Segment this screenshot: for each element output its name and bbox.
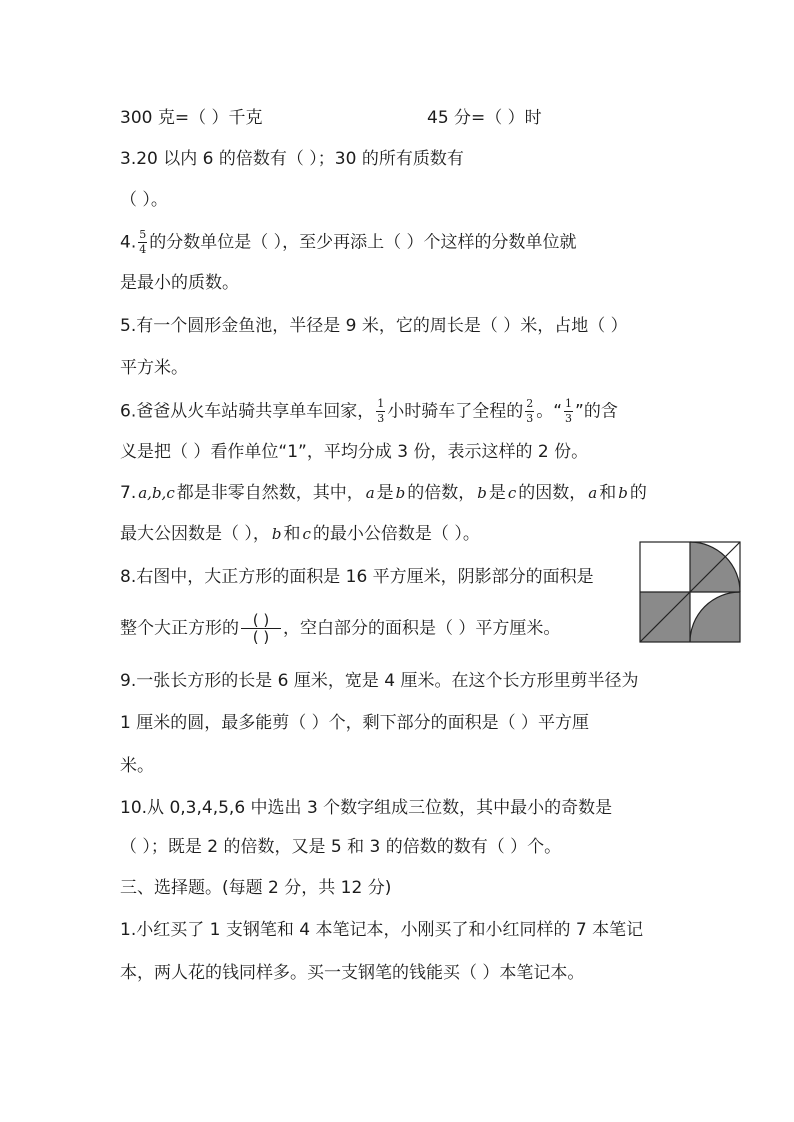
q5-line1: 5.有一个圆形金鱼池，半径是 9 米，它的周长是（ ）米，占地（ ） <box>120 316 628 336</box>
q3-line1: 3.20 以内 6 的倍数有（ ）；30 的所有质数有 <box>120 149 464 169</box>
q7-line2: 最大公因数是（ ）， b 和 c 的最小公倍数是（ ）。 <box>120 524 480 544</box>
square-figure <box>639 541 741 643</box>
q10-line2: （ ）；既是 2 的倍数，又是 5 和 3 的倍数的数有（ ）个。 <box>120 837 562 857</box>
q9-line2: 1 厘米的圆，最多能剪（ ）个，剩下部分的面积是（ ）平方厘 <box>120 713 590 733</box>
q-unit-conversion-grams: 300 克=（ ）千克 <box>120 108 263 128</box>
q3-line2: （ ）。 <box>120 190 168 210</box>
q10-line1: 10.从 0,3,4,5,6 中选出 3 个数字组成三位数，其中最小的奇数是 <box>120 798 613 818</box>
q7-line1: 7. a,b,c 都是非零自然数，其中， a 是 b 的倍数， b 是 c 的因数， a 和 b 的 <box>120 483 647 503</box>
q6-line1: 6.爸爸从火车站骑共享单车回家， $\frac{1}{3}$ 小时骑车了全程的 $\frac{2}{3}$ 。“ $\frac{1}{3}$ ”的含 <box>120 397 618 425</box>
q6-line2: 义是把（ ）看作单位“1”，平均分成 3 份，表示这样的 2 份。 <box>120 442 589 462</box>
q9-line3: 米。 <box>120 756 154 776</box>
q-unit-conversion-minutes: 45 分=（ ）时 <box>427 108 542 128</box>
fraction-one-third-quoted: $\frac{1}{3}$ <box>565 397 573 425</box>
section-three-heading: 三、选择题。(每题 2 分，共 12 分) <box>120 878 392 898</box>
choice-q1-line2: 本，两人花的钱同样多。买一支钢笔的钱能买（ ）本笔记本。 <box>120 963 585 983</box>
fraction-two-thirds: $\frac{2}{3}$ <box>526 397 534 425</box>
q4-line1: 4. $\frac{5}{4}$ 的分数单位是（ ），至少再添上（ ）个这样的分数单位就 <box>120 228 577 256</box>
fraction-one-third: $\frac{1}{3}$ <box>377 397 385 425</box>
fraction-answer-blank: ( ) ( ) <box>241 612 281 645</box>
q8-line1: 8.右图中，大正方形的面积是 16 平方厘米，阴影部分的面积是 <box>120 567 594 587</box>
q8-line2: 整个大正方形的 ( ) ( ) ，空白部分的面积是（ ）平方厘米。 <box>120 611 561 646</box>
fraction-five-fourths: $\frac{5}{4}$ <box>139 228 147 256</box>
q5-line2: 平方米。 <box>120 358 188 378</box>
q9-line1: 9.一张长方形的长是 6 厘米，宽是 4 厘米。在这个长方形里剪半径为 <box>120 671 639 691</box>
q4-line2: 是最小的质数。 <box>120 273 239 293</box>
choice-q1-line1: 1.小红买了 1 支钢笔和 4 本笔记本，小刚买了和小红同样的 7 本笔记 <box>120 920 644 940</box>
shaded-region <box>690 592 740 642</box>
